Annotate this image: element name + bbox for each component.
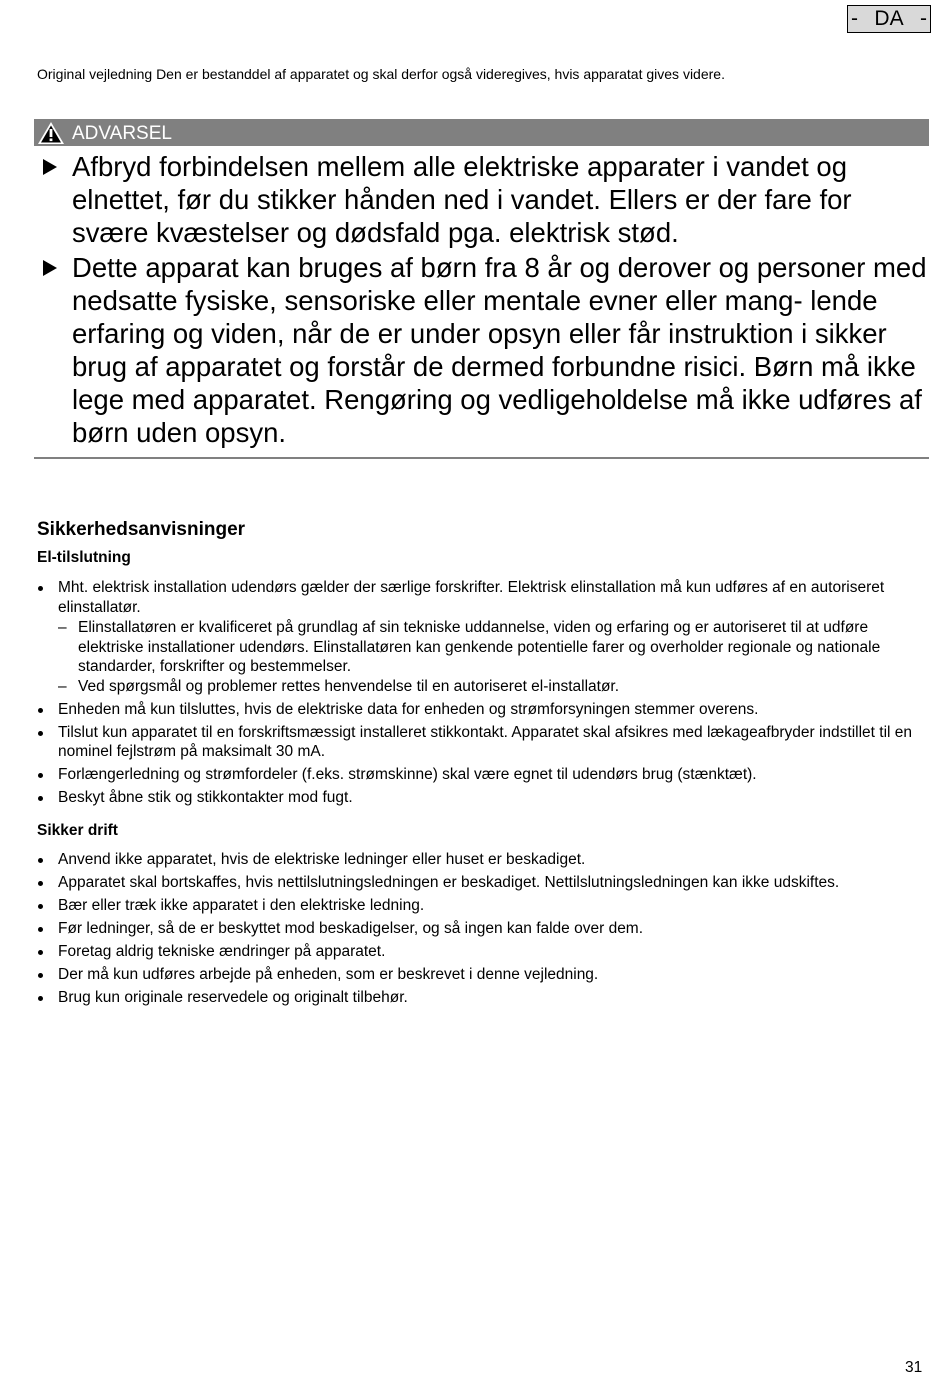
- play-arrow-icon: [43, 260, 57, 276]
- list-item-text: Forlængerledning og strømfordeler (f.eks. strømskinne) skal være egnet til udendørs brug (stænktæt).: [58, 766, 757, 783]
- bullet-icon: [38, 731, 43, 736]
- el-sublist: [58, 618, 922, 696]
- list-item-text: Mht. elektrisk installation udendørs gælder der særlige forskrifter. Elektrisk elinstallation må kun udføres af en autoriseret elinstallatør.: [58, 579, 885, 616]
- drift-section-heading: Sikker drift: [37, 822, 118, 839]
- list-item: [37, 942, 922, 962]
- warning-divider: [34, 457, 929, 459]
- list-item: [37, 850, 922, 870]
- warning-item: [34, 150, 934, 249]
- sublist-item-text: Elinstallatøren er kvalificeret på grundlag af sin tekniske uddannelse, viden og erfaring og er autoriseret til at udføre elektriske installationer udendørs. Elinstallatøren kan genkende potentielle farer og overholder regionale og nationale standarder, forskrifter og bestemmelser.: [78, 619, 881, 675]
- dash-marker: –: [58, 619, 67, 636]
- list-item: [37, 873, 922, 893]
- warning-title: ADVARSEL: [72, 123, 172, 144]
- dash-marker: –: [58, 677, 67, 695]
- list-item-text: Foretag aldrig tekniske ændringer på apparatet.: [58, 943, 386, 960]
- language-tag: [847, 5, 931, 33]
- language-code: DA: [874, 7, 904, 30]
- warning-item: [34, 251, 934, 449]
- language-tag-right-dash: -: [920, 7, 927, 30]
- bullet-icon: [38, 858, 43, 863]
- bullet-icon: [38, 927, 43, 932]
- section-title: Sikkerhedsanvisninger: [37, 519, 246, 540]
- language-tag-left-dash: -: [851, 7, 858, 30]
- bullet-icon: [38, 708, 43, 713]
- list-item: [37, 988, 922, 1008]
- bullet-icon: [38, 881, 43, 886]
- list-item-text: Beskyt åbne stik og stikkontakter mod fugt.: [58, 789, 353, 806]
- list-item: [37, 723, 922, 762]
- drift-list: [37, 850, 922, 1011]
- warning-item-text: Dette apparat kan bruges af børn fra 8 år og derover og personer med nedsatte fysiske, sensoriske eller mentale evner eller mang- lende erfaring og viden, når de er under opsyn eller får instruktion i sikker brug af apparatet og forstår de dermed forbundne risici. Børn må ikke lege med apparatet. Rengøring og vedligeholdelse må ikke udføres af børn uden opsyn.: [72, 252, 927, 448]
- list-item: [37, 578, 922, 696]
- list-item-text: Før ledninger, så de er beskyttet mod beskadigelser, og så ingen kan falde over dem.: [58, 920, 644, 937]
- warning-header: [34, 119, 929, 146]
- list-item-text: Tilslut kun apparatet til en forskriftsmæssigt installeret stikkontakt. Apparatet skal afsikres med lækageafbryder indstillet til en nominel fejlstrøm på maksimalt 30 mA.: [58, 723, 913, 760]
- list-item-text: Anvend ikke apparatet, hvis de elektriske ledninger eller huset er beskadiget.: [58, 851, 586, 868]
- bullet-icon: [38, 950, 43, 955]
- list-item-text: Der må kun udføres arbejde på enheden, som er beskrevet i denne vejledning.: [58, 966, 599, 983]
- list-item-text: Apparatet skal bortskaffes, hvis nettilslutningsledningen er beskadiget. Nettilslutningsledningen kan ikke udskiftes.: [58, 874, 840, 891]
- list-item: [37, 965, 922, 985]
- list-item-text: Brug kun originale reservedele og originalt tilbehør.: [58, 989, 408, 1006]
- list-item: [37, 765, 922, 785]
- el-section-heading: El-tilslutning: [37, 549, 131, 566]
- bullet-icon: [38, 586, 43, 591]
- warning-triangle-icon: [36, 119, 66, 146]
- el-list: [37, 578, 922, 811]
- list-item-text: Enheden må kun tilsluttes, hvis de elektriske data for enheden og strømforsyningen stemmer overens.: [58, 700, 759, 718]
- sublist-item-text: Ved spørgsmål og problemer rettes henvendelse til en autoriseret el-installatør.: [78, 677, 620, 695]
- warning-list: [34, 150, 934, 451]
- list-item: [37, 896, 922, 916]
- list-item: [37, 700, 922, 720]
- sublist-item: [58, 618, 922, 677]
- play-arrow-icon: [43, 159, 57, 175]
- bullet-icon: [38, 996, 43, 1001]
- bullet-icon: [38, 904, 43, 909]
- bullet-icon: [38, 973, 43, 978]
- warning-item-text: Afbryd forbindelsen mellem alle elektriske apparater i vandet og elnettet, før du stikker hånden ned i vandet. Ellers er der fare for svære kvæstelser og dødsfald pga. elektrisk stød.: [72, 151, 852, 248]
- sublist-item: [58, 677, 922, 697]
- page-number: 31: [905, 1359, 923, 1376]
- bullet-icon: [38, 773, 43, 778]
- list-item-text: Bær eller træk ikke apparatet i den elektriske ledning.: [58, 897, 425, 914]
- intro-text: Original vejledning Den er bestanddel af apparatet og skal derfor også videregives, hvis apparatat gives videre.: [37, 66, 725, 82]
- list-item: [37, 919, 922, 939]
- bullet-icon: [38, 796, 43, 801]
- list-item: [37, 788, 922, 808]
